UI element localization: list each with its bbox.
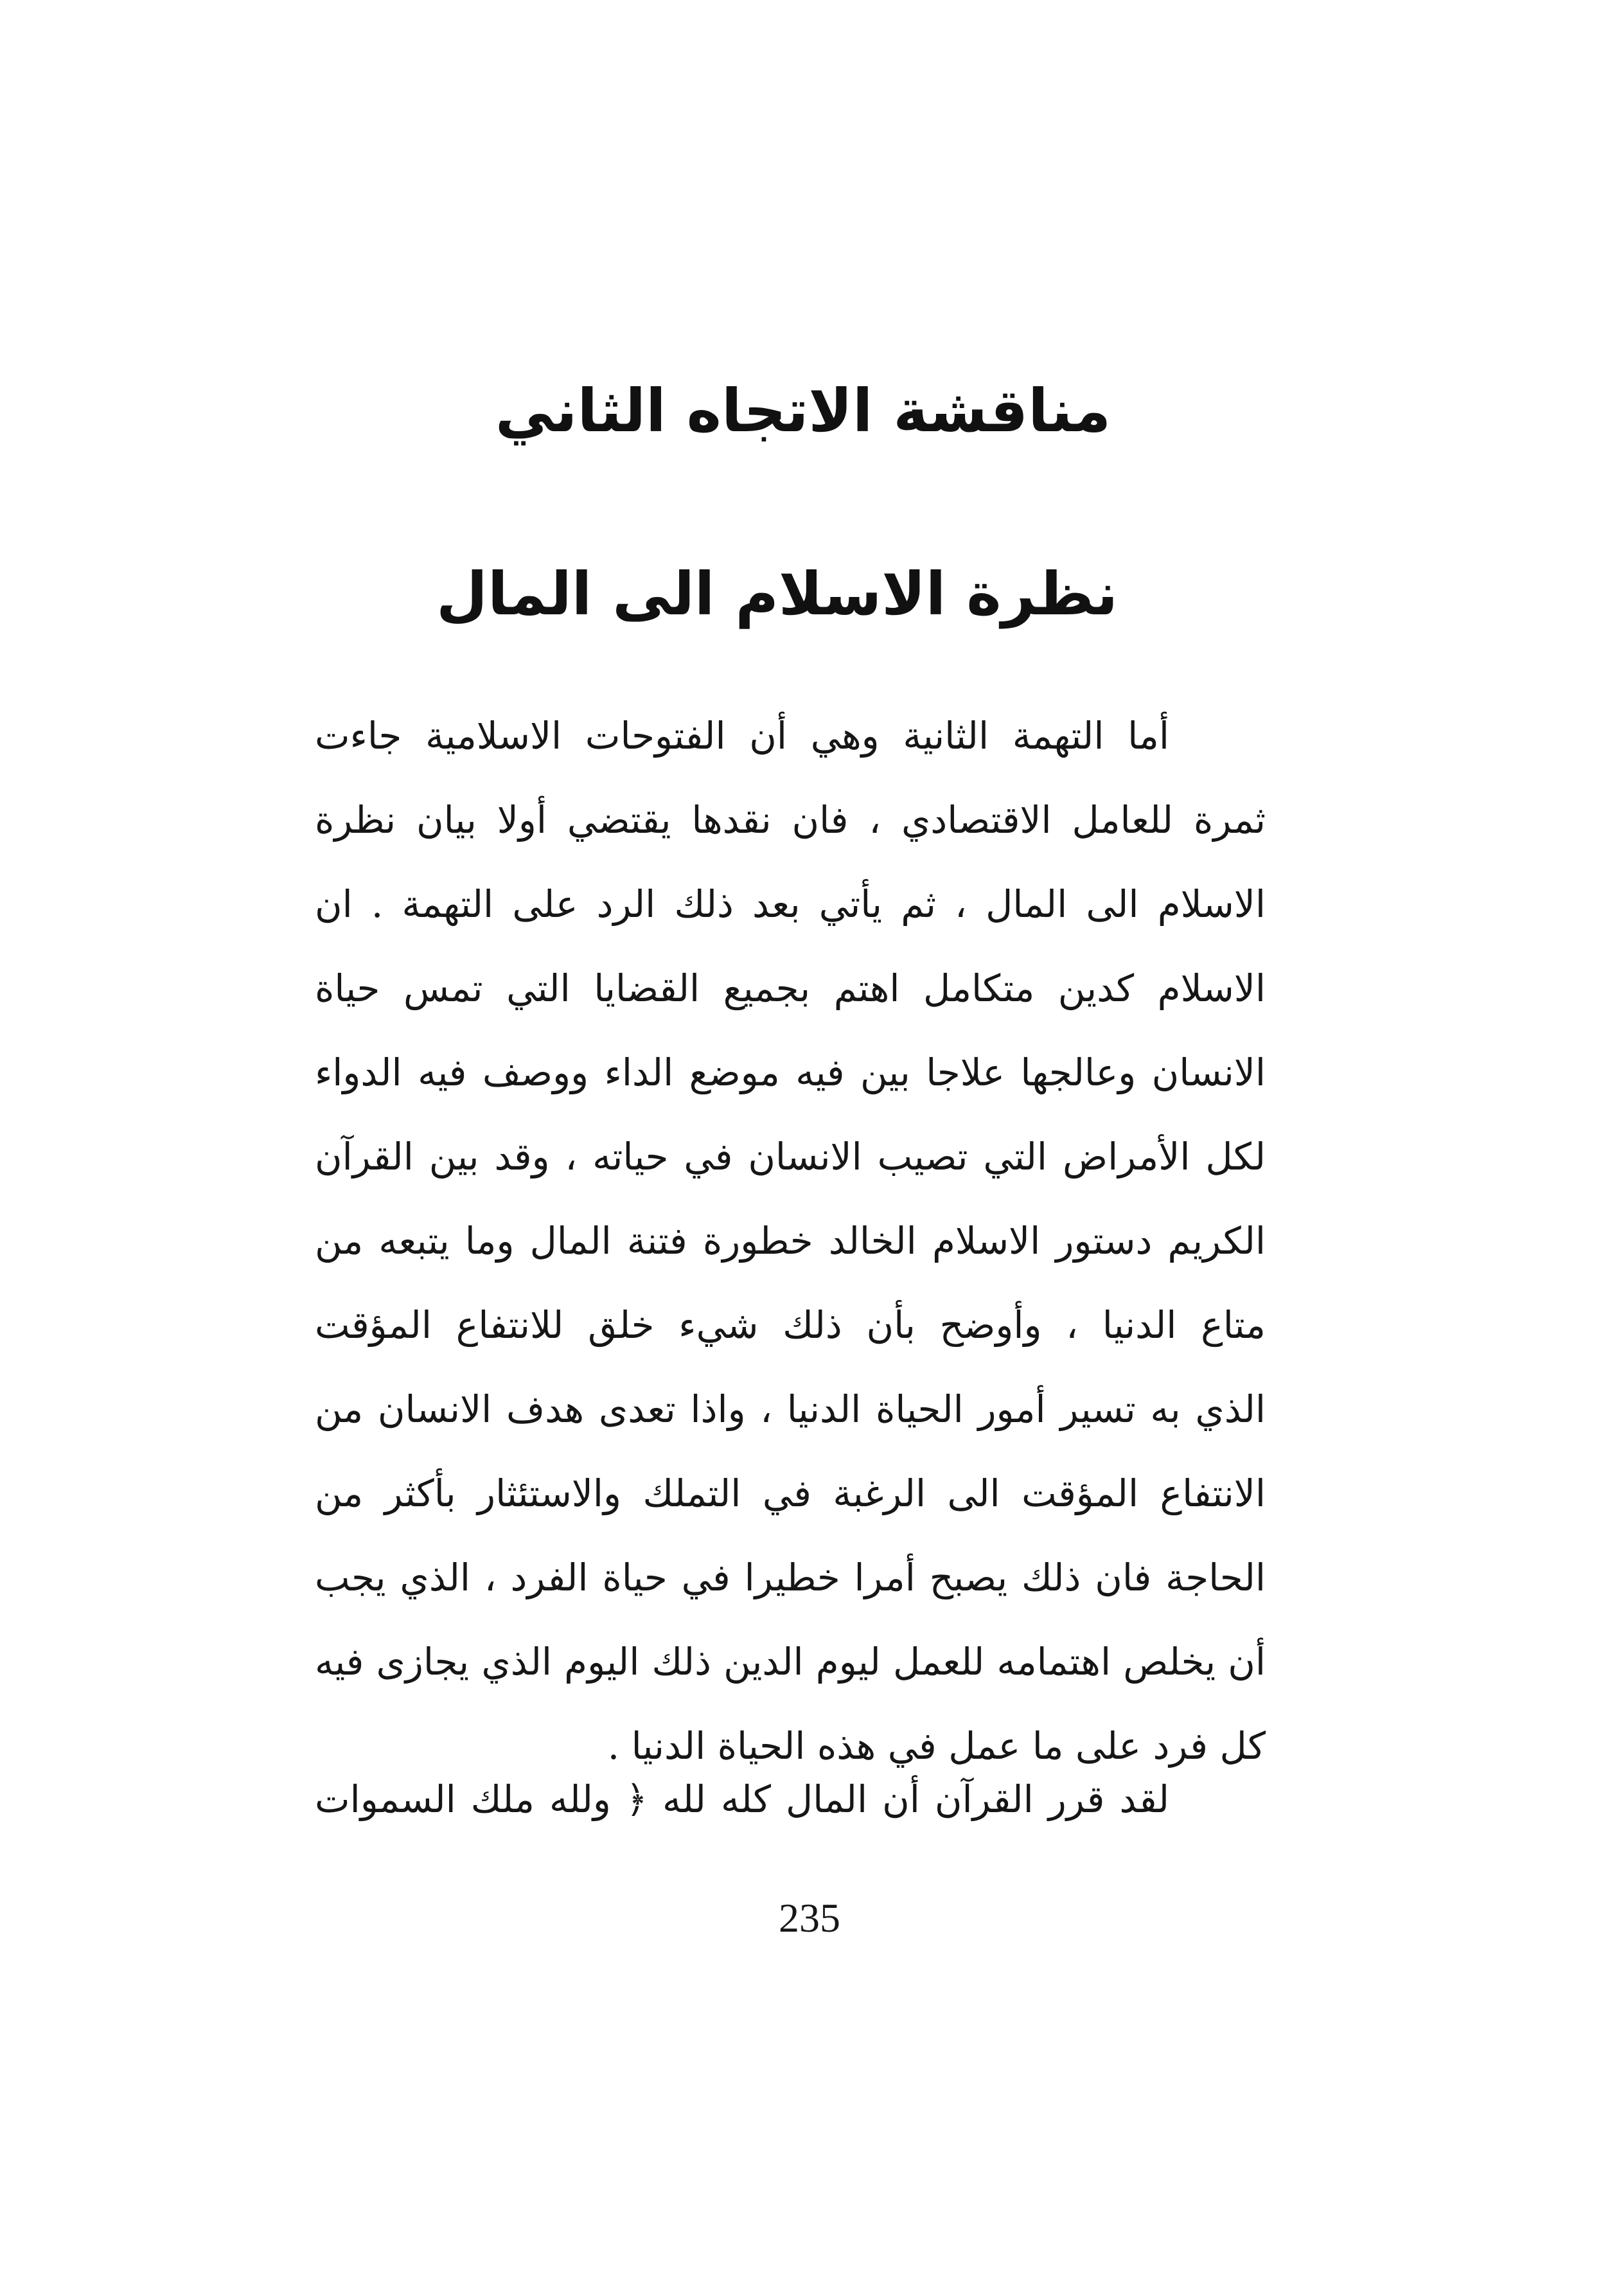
paragraph-line: الحاجة فان ذلك يصبح أمرا خطيرا في حياة الفرد ، الذي يجب	[315, 1556, 1266, 1599]
page-number: 235	[779, 1895, 840, 1941]
paragraph-line: الذي به تسير أمور الحياة الدنيا ، واذا تعدى هدف الانسان من	[315, 1387, 1266, 1431]
paragraph-line: الانسان وعالجها علاجا بين فيه موضع الداء ووصف فيه الدواء	[315, 1051, 1266, 1094]
paragraph-line: ثمرة للعامل الاقتصادي ، فان نقدها يقتضي أولا بيان نظرة	[315, 798, 1266, 842]
paragraph-line: الانتفاع المؤقت الى الرغبة في التملك والاستئثار بأكثر من	[315, 1472, 1266, 1515]
paragraph-line: لكل الأمراض التي تصيب الانسان في حياته ، وقد بين القرآن	[315, 1135, 1266, 1179]
paragraph-line: الاسلام كدين متكامل اهتم بجميع القضايا التي تمس حياة	[315, 966, 1266, 1010]
paragraph-line: الكريم دستور الاسلام الخالد خطورة فتنة المال وما يتبعه من	[315, 1219, 1266, 1263]
paragraph-line: متاع الدنيا ، وأوضح بأن ذلك شيء خلق للانتفاع المؤقت	[315, 1303, 1266, 1347]
paragraph-line: أما التهمة الثانية وهي أن الفتوحات الاسلامية جاءت	[315, 714, 1169, 758]
paragraph-line: الاسلام الى المال ، ثم يأتي بعد ذلك الرد على التهمة . ان	[315, 882, 1266, 926]
section-subtitle: نظرة الاسلام الى المال	[436, 560, 1118, 628]
paragraph-line: أن يخلص اهتمامه للعمل ليوم الدين ذلك اليوم الذي يجازى فيه	[315, 1640, 1266, 1684]
body-paragraph	[315, 694, 1266, 1788]
paragraph-line: كل فرد على ما عمل في هذه الحياة الدنيا .	[607, 1724, 1266, 1768]
chapter-title: مناقشة الاتجاه الثاني	[495, 377, 1111, 445]
next-paragraph-line: لقد قرر القرآن أن المال كله لله ﴿ ولله ملك السموات	[315, 1777, 1169, 1821]
